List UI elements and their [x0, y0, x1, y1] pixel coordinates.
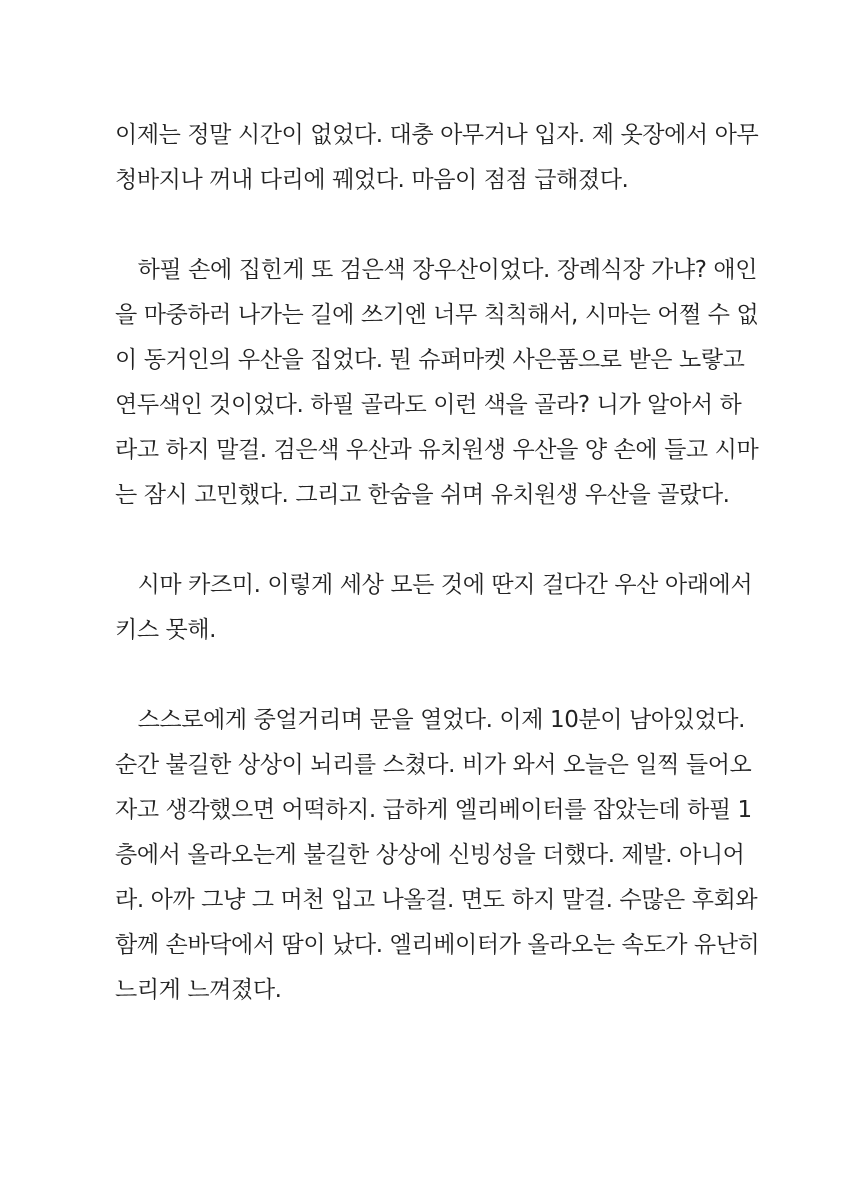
text-line: 키스 못해.: [115, 617, 217, 643]
text-line: 는 잠시 고민했다. 그리고 한숨을 쉬며 유치원생 우산을 골랐다.: [115, 482, 730, 508]
paragraph: [115, 248, 759, 518]
paragraph: [115, 563, 753, 653]
document-body: [115, 113, 760, 1013]
paragraph: [115, 113, 759, 203]
text-line: 자고 생각했으면 어떡하지. 급하게 엘리베이터를 잡았는데 하필 1: [115, 797, 752, 823]
text-line: 을 마중하러 나가는 길에 쓰기엔 너무 칙칙해서, 시마는 어쩔 수 없: [115, 302, 759, 328]
text-line: 청바지나 꺼내 다리에 꿰었다. 마음이 점점 급해졌다.: [115, 167, 629, 193]
text-line: 함께 손바닥에서 땀이 났다. 엘리베이터가 올라오는 속도가 유난히: [115, 932, 760, 958]
text-line: 이제는 정말 시간이 없었다. 대충 아무거나 입자. 제 옷장에서 아무: [115, 122, 759, 148]
text-line: 연두색인 것이었다. 하필 골라도 이런 색을 골라? 니가 알아서 하: [115, 392, 742, 418]
text-line: 느리게 느껴졌다.: [115, 977, 282, 1003]
text-line: 이 동거인의 우산을 집었다. 뭔 슈퍼마켓 사은품으로 받은 노랗고: [115, 347, 745, 373]
text-line: 층에서 올라오는게 불길한 상상에 신빙성을 더했다. 제발. 아니어: [115, 842, 745, 868]
text-line: 시마 카즈미. 이렇게 세상 모든 것에 딴지 걸다간 우산 아래에서: [115, 572, 753, 598]
text-line: 순간 불길한 상상이 뇌리를 스쳤다. 비가 와서 오늘은 일찍 들어오: [115, 752, 752, 778]
text-line: 라고 하지 말걸. 검은색 우산과 유치원생 우산을 양 손에 들고 시마: [115, 437, 759, 463]
text-line: 하필 손에 집힌게 또 검은색 장우산이었다. 장례식장 가냐? 애인: [115, 257, 758, 283]
text-line: 스스로에게 중얼거리며 문을 열었다. 이제 10분이 남아있었다.: [115, 707, 745, 733]
text-line: 라. 아까 그냥 그 머천 입고 나올걸. 면도 하지 말걸. 수많은 후회와: [115, 887, 758, 913]
paragraph: [115, 698, 760, 1013]
